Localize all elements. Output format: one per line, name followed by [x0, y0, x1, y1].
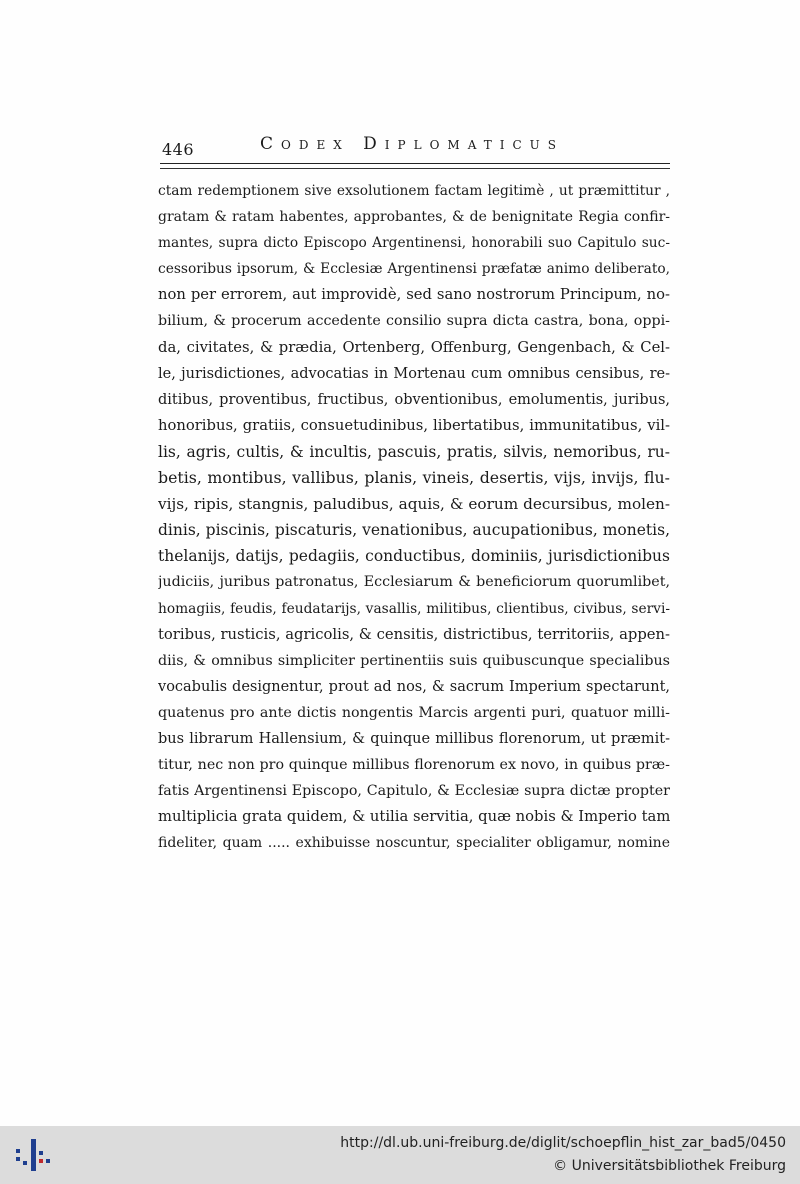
text-line: ditibus, proventibus, fructibus, obventionibus, emolumentis, juribus, [158, 391, 670, 408]
page-number: 446 [162, 140, 195, 159]
text-line: vocabulis designentur, prout ad nos, & sacrum Imperium spectarunt, [158, 678, 670, 695]
text-line: ctam redemptionem sive exsolutionem factam legitimè , ut præmittitur , [158, 183, 670, 199]
body-text [158, 178, 670, 856]
text-line: honoribus, gratiis, consuetudinibus, libertatibus, immunitatibus, vil- [158, 416, 670, 434]
running-title: Codex Diplomaticus [260, 134, 564, 154]
footer-bar [0, 1126, 800, 1184]
text-line: toribus, rusticis, agricolis, & censitis, districtibus, territoriis, appen- [158, 625, 670, 643]
text-line: multiplicia grata quidem, & utilia servitia, quæ nobis & Imperio tam [158, 808, 670, 826]
page-header [160, 130, 670, 160]
text-line: fideliter, quam ..... exhibuisse noscuntur, specialiter obligamur, nomine [158, 835, 670, 852]
text-line: diis, & omnibus simpliciter pertinentiis suis quibuscunque specialibus [158, 652, 670, 669]
copyright-notice: © Universitätsbibliothek Freiburg [553, 1158, 786, 1174]
text-line: betis, montibus, vallibus, planis, vineis, desertis, vijs, invijs, flu- [158, 468, 670, 488]
text-line: thelanijs, datijs, pedagiis, conductibus, dominiis, jurisdictionibus [158, 547, 670, 566]
text-line: lis, agris, cultis, & incultis, pascuis, pratis, silvis, nemoribus, ru- [158, 442, 670, 461]
text-line: gratam & ratam habentes, approbantes, & de benignitate Regia confir- [158, 209, 670, 226]
ub-freiburg-logo-icon[interactable] [12, 1135, 52, 1175]
header-rule-thin [160, 168, 670, 169]
text-line: le, jurisdictiones, advocatias in Mortenau cum omnibus censibus, re- [158, 365, 670, 382]
text-line: cessoribus ipsorum, & Ecclesiæ Argentinensi præfatæ animo deliberato, [158, 261, 670, 278]
text-line: quatenus pro ante dictis nongentis Marcis argenti puri, quatuor milli- [158, 704, 670, 721]
text-line: da, civitates, & prædia, Ortenberg, Offenburg, Gengenbach, & Cel- [158, 338, 670, 356]
text-line: non per errorem, aut improvidè, sed sano nostrorum Principum, no- [158, 286, 670, 304]
text-line: fatis Argentinensi Episcopo, Capitulo, & Ecclesiæ supra dictæ propter [158, 783, 670, 800]
text-line: bus librarum Hallensium, & quinque millibus florenorum, ut præmit- [158, 730, 670, 747]
text-line: mantes, supra dicto Episcopo Argentinensi, honorabili suo Capitulo suc- [158, 235, 670, 252]
text-line: bilium, & procerum accedente consilio supra dicta castra, bona, oppi- [158, 313, 670, 330]
text-line: vijs, ripis, stangnis, paludibus, aquis, & eorum decursibus, molen- [158, 495, 670, 514]
text-line: judiciis, juribus patronatus, Ecclesiarum & beneficiorum quorumlibet, [158, 574, 670, 591]
text-line: homagiis, feudis, feudatarijs, vasallis, militibus, clientibus, civibus, servi- [158, 600, 670, 617]
text-line: titur, nec non pro quinque millibus florenorum ex novo, in quibus præ- [158, 757, 670, 774]
source-url[interactable]: http://dl.ub.uni-freiburg.de/diglit/schoepflin_hist_zar_bad5/0450 [340, 1135, 786, 1151]
text-line: dinis, piscinis, piscaturis, venationibus, aucupationibus, monetis, [158, 521, 670, 540]
header-rule-thick [160, 163, 670, 164]
